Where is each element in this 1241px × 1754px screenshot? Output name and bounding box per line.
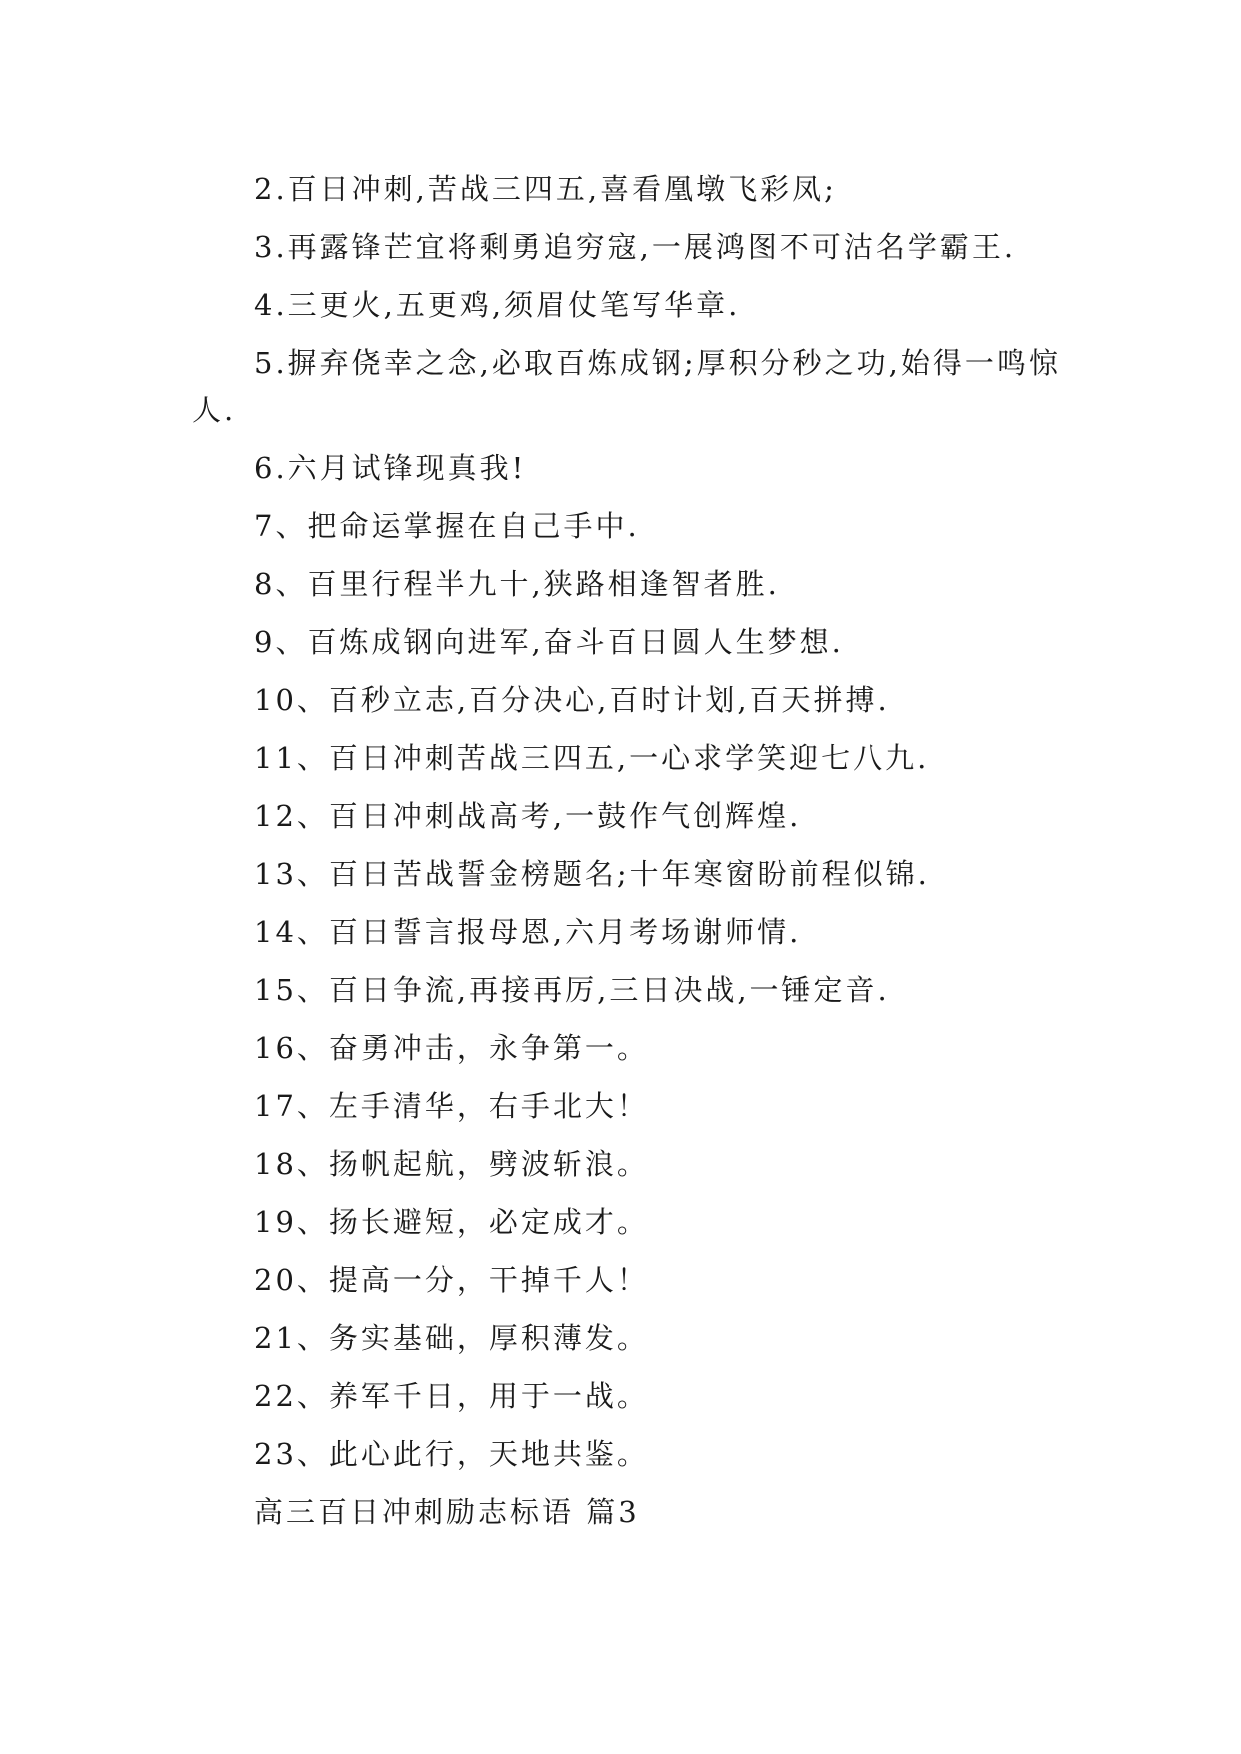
slogan-line: 3.再露锋芒宜将剩勇追穷寇,一展鸿图不可沽名学霸王. bbox=[254, 230, 1017, 264]
slogan-line: 8、百里行程半九十,狭路相逢智者胜. bbox=[254, 567, 780, 601]
slogan-line: 18、扬帆起航，劈波斩浪。 bbox=[254, 1147, 649, 1181]
slogan-line: 4.三更火,五更鸡,须眉仗笔写华章. bbox=[254, 288, 741, 322]
slogan-line: 5.摒弃侥幸之念,必取百炼成钢;厚积分秒之功,始得一鸣惊人. bbox=[192, 346, 1061, 427]
slogan-line: 2.百日冲刺,苦战三四五,喜看凰墩飞彩凤; bbox=[254, 172, 837, 206]
slogan-line: 23、此心此行，天地共鉴。 bbox=[254, 1437, 649, 1471]
slogan-line: 13、百日苦战誓金榜题名;十年寒窗盼前程似锦. bbox=[254, 857, 930, 891]
slogan-line: 19、扬长避短，必定成才。 bbox=[254, 1205, 649, 1239]
slogan-line: 21、务实基础，厚积薄发。 bbox=[254, 1321, 649, 1355]
slogan-line: 9、百炼成钢向进军,奋斗百日圆人生梦想. bbox=[254, 625, 844, 659]
slogan-line: 22、养军千日，用于一战。 bbox=[254, 1379, 649, 1413]
slogan-line: 7、把命运掌握在自己手中. bbox=[254, 509, 640, 543]
slogan-line: 10、百秒立志,百分决心,百时计划,百天拼搏. bbox=[254, 683, 890, 717]
slogan-line: 6.六月试锋现真我! bbox=[254, 451, 527, 485]
slogan-line: 14、百日誓言报母恩,六月考场谢师情. bbox=[254, 915, 802, 949]
slogan-line: 16、奋勇冲击，永争第一。 bbox=[254, 1031, 649, 1065]
section-heading: 高三百日冲刺励志标语 篇3 bbox=[254, 1495, 640, 1529]
slogan-line: 15、百日争流,再接再厉,三日决战,一锤定音. bbox=[254, 973, 890, 1007]
slogan-line: 17、左手清华，右手北大！ bbox=[254, 1089, 649, 1123]
slogan-line: 11、百日冲刺苦战三四五,一心求学笑迎七八九. bbox=[254, 741, 930, 775]
document-content bbox=[192, 160, 1072, 1541]
slogan-line: 12、百日冲刺战高考,一鼓作气创辉煌. bbox=[254, 799, 802, 833]
slogan-line: 20、提高一分，干掉千人！ bbox=[254, 1263, 649, 1297]
